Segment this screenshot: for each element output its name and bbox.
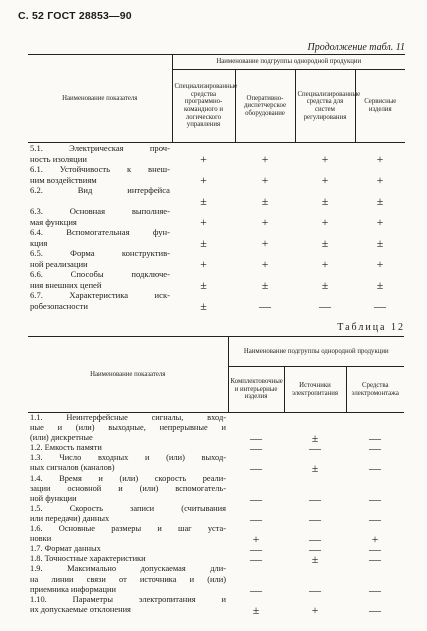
row-label-line: 1.6. Основные размеры и шаг уста- bbox=[30, 524, 226, 534]
table-row bbox=[28, 453, 404, 473]
cell-value: + bbox=[261, 172, 269, 187]
cell-value: ± bbox=[376, 235, 384, 250]
cell-value: ± bbox=[261, 277, 269, 292]
row-label-line: 1.1. Неинтерфейсные сигналы, вход- bbox=[30, 413, 226, 422]
table-row bbox=[28, 206, 405, 227]
row-label-line: 6.7. Характеристика иск- bbox=[30, 290, 170, 300]
table-row bbox=[28, 269, 405, 290]
cell-value: — bbox=[309, 542, 321, 557]
cell-value: ± bbox=[321, 235, 329, 250]
group-header: Наименование подгруппы однородной продукции bbox=[228, 337, 404, 367]
cell-value: — bbox=[369, 542, 382, 557]
row-label-line: (или) дискретные bbox=[30, 433, 93, 443]
cell-value: — bbox=[309, 491, 321, 506]
column-header: Специализированные средства программно-командного и логического управления bbox=[172, 70, 235, 143]
cell-value: — bbox=[319, 298, 331, 313]
row-label-line: на линии связи от источника и (или) bbox=[30, 574, 226, 584]
row-label bbox=[28, 290, 172, 311]
row-label-line: ния внешних цепей bbox=[30, 279, 102, 290]
cell-value: — bbox=[309, 582, 321, 597]
cell-value: — bbox=[250, 542, 262, 557]
row-label-line: ность изоляции bbox=[30, 153, 87, 164]
cell-value: ± bbox=[200, 193, 207, 208]
row-label bbox=[28, 453, 228, 473]
row-label-line: 1.5. Скорость записи (считывания bbox=[30, 503, 226, 513]
row-label bbox=[28, 227, 172, 248]
cell-value: — bbox=[369, 552, 382, 567]
cell-value: + bbox=[321, 256, 329, 271]
cell-value: ± bbox=[252, 602, 260, 617]
row-label-line: 1.8. Точностные характеристики bbox=[30, 554, 146, 564]
row-label-line: ные и (или) выходные, непрерывные и bbox=[30, 423, 226, 433]
table-11 bbox=[28, 54, 405, 311]
table-row bbox=[28, 248, 405, 269]
row-label-line: или передачи) данных bbox=[30, 513, 110, 523]
cell-value: — bbox=[369, 511, 382, 526]
column-header: Оперативно-диспетчерское оборудование bbox=[235, 70, 295, 143]
table-row bbox=[28, 290, 405, 311]
cell-value: ± bbox=[200, 298, 207, 313]
cell-value: — bbox=[369, 491, 382, 506]
table-row bbox=[28, 504, 404, 524]
row-label-line: 1.2. Емкость памяти bbox=[30, 443, 102, 453]
row-label bbox=[28, 554, 228, 564]
row-label-line: 1.3. Число входных и (или) выход- bbox=[30, 453, 226, 463]
row-label bbox=[28, 564, 228, 594]
cell-value: — bbox=[369, 582, 382, 597]
cell-value: + bbox=[376, 256, 384, 271]
cell-value: ± bbox=[311, 552, 319, 567]
table-row bbox=[28, 185, 405, 206]
table-12 bbox=[28, 336, 404, 615]
row-label-line: новки bbox=[30, 534, 52, 544]
table-row bbox=[28, 443, 404, 453]
cell-value: — bbox=[250, 582, 262, 597]
column-header: Комплектовочные и интерьерные изделия bbox=[228, 367, 284, 413]
row-label bbox=[28, 248, 172, 269]
row-label-line: 6.1. Устойчивость к внеш- bbox=[30, 164, 170, 174]
cell-value: — bbox=[309, 532, 321, 547]
cell-value: + bbox=[311, 602, 319, 617]
cell-value: — bbox=[374, 298, 386, 313]
cell-value: + bbox=[261, 214, 269, 229]
row-label bbox=[28, 269, 172, 290]
cell-value: — bbox=[369, 602, 382, 617]
row-label-line: их допускаемые отклонения bbox=[30, 604, 131, 614]
table-row bbox=[28, 544, 404, 554]
row-label-line: 6.2. Вид интерфейса bbox=[30, 185, 170, 195]
cell-value: — bbox=[250, 441, 262, 456]
row-label-line: 1.9. Максимально допускаемая дли- bbox=[30, 564, 226, 574]
cell-value: ± bbox=[200, 235, 207, 250]
row-label bbox=[28, 185, 172, 206]
row-label-line: зации основной и (или) вспомогатель- bbox=[30, 483, 226, 493]
table-row bbox=[28, 524, 404, 544]
row-label bbox=[28, 206, 172, 227]
cell-value: — bbox=[369, 431, 382, 446]
cell-value: + bbox=[200, 256, 207, 271]
cell-value: + bbox=[321, 172, 329, 187]
row-label-line: 6.6. Способы подключе- bbox=[30, 269, 170, 279]
column-header: Сервисные изделия bbox=[355, 70, 405, 143]
column-header: Специализированные средства для систем регулирования bbox=[295, 70, 355, 143]
table-row bbox=[28, 474, 404, 504]
cell-value: ± bbox=[311, 461, 319, 476]
cell-value: ± bbox=[321, 193, 329, 208]
row-label-line: кция bbox=[30, 237, 48, 248]
cell-value: — bbox=[250, 491, 262, 506]
row-label-line: ной функции bbox=[30, 493, 77, 503]
row-label-line: 6.4. Вспомогательная фун- bbox=[30, 227, 170, 237]
param-column-header: Наименование показателя bbox=[28, 337, 228, 413]
row-label-line: 5.1. Электрическая проч- bbox=[30, 143, 170, 153]
table-row bbox=[28, 164, 405, 185]
cell-value: + bbox=[252, 532, 260, 547]
cell-value: — bbox=[250, 431, 262, 446]
table-row bbox=[28, 227, 405, 248]
row-label-line: мая функция bbox=[30, 216, 77, 227]
row-label bbox=[28, 504, 228, 524]
cell-value: ± bbox=[200, 277, 207, 292]
cell-value: + bbox=[371, 532, 379, 547]
column-header: Источники электропитания bbox=[284, 367, 346, 413]
cell-value: — bbox=[309, 441, 321, 456]
cell-value: + bbox=[321, 214, 329, 229]
table-12-title: Таблица 12 bbox=[337, 322, 405, 333]
row-label-line: 1.7. Формат данных bbox=[30, 544, 101, 554]
cell-value: + bbox=[200, 214, 207, 229]
row-label-line: ним воздействиям bbox=[30, 174, 97, 185]
cell-value: + bbox=[261, 235, 269, 250]
row-label-line: робезопасности bbox=[30, 300, 88, 311]
row-label-line: ной реализации bbox=[30, 258, 88, 269]
row-label-line bbox=[30, 196, 170, 207]
cell-value: ± bbox=[376, 193, 384, 208]
row-label bbox=[28, 164, 172, 185]
row-label bbox=[28, 413, 228, 444]
cell-value: — bbox=[259, 298, 271, 313]
cell-value: ± bbox=[321, 277, 329, 292]
cell-value: — bbox=[250, 461, 262, 476]
cell-value: — bbox=[309, 511, 321, 526]
cell-value: — bbox=[250, 552, 262, 567]
row-label bbox=[28, 143, 172, 165]
cell-value: + bbox=[200, 151, 207, 166]
row-label-line: приемника информации bbox=[30, 584, 116, 594]
row-label-line: 6.3. Основная выполняе- bbox=[30, 206, 170, 216]
table-row bbox=[28, 143, 405, 165]
cell-value: ± bbox=[311, 431, 319, 446]
cell-value: + bbox=[261, 151, 269, 166]
cell-value: + bbox=[200, 172, 207, 187]
row-label-line: 1.4. Время и (или) скорость реали- bbox=[30, 473, 226, 483]
cell-value: — bbox=[369, 461, 382, 476]
row-label bbox=[28, 474, 228, 504]
page-header: С. 52 ГОСТ 28853—90 bbox=[18, 10, 132, 22]
row-label bbox=[28, 595, 228, 615]
param-column-header: Наименование показателя bbox=[28, 55, 172, 143]
table-row bbox=[28, 564, 404, 594]
cell-value: ± bbox=[261, 193, 269, 208]
cell-value: ± bbox=[376, 277, 384, 292]
column-header: Средства электромонтажа bbox=[346, 367, 404, 413]
table-continuation-label: Продолжение табл. 11 bbox=[307, 42, 405, 53]
table-row bbox=[28, 595, 404, 615]
cell-value: — bbox=[250, 511, 262, 526]
table-row bbox=[28, 413, 404, 444]
group-header: Наименование подгруппы однородной продукции bbox=[172, 55, 405, 70]
row-label-line: 6.5. Форма конструктив- bbox=[30, 248, 170, 258]
row-label-line: 1.10. Параметры электропитания и bbox=[30, 594, 226, 604]
cell-value: + bbox=[376, 172, 384, 187]
cell-value: + bbox=[376, 151, 384, 166]
row-label bbox=[28, 443, 228, 453]
cell-value: + bbox=[376, 214, 384, 229]
row-label-line: ных сигналов (каналов) bbox=[30, 463, 115, 473]
table-row bbox=[28, 554, 404, 564]
cell-value: + bbox=[261, 256, 269, 271]
cell-value: — bbox=[369, 441, 382, 456]
cell-value: + bbox=[321, 151, 329, 166]
row-label bbox=[28, 544, 228, 554]
row-label bbox=[28, 524, 228, 544]
